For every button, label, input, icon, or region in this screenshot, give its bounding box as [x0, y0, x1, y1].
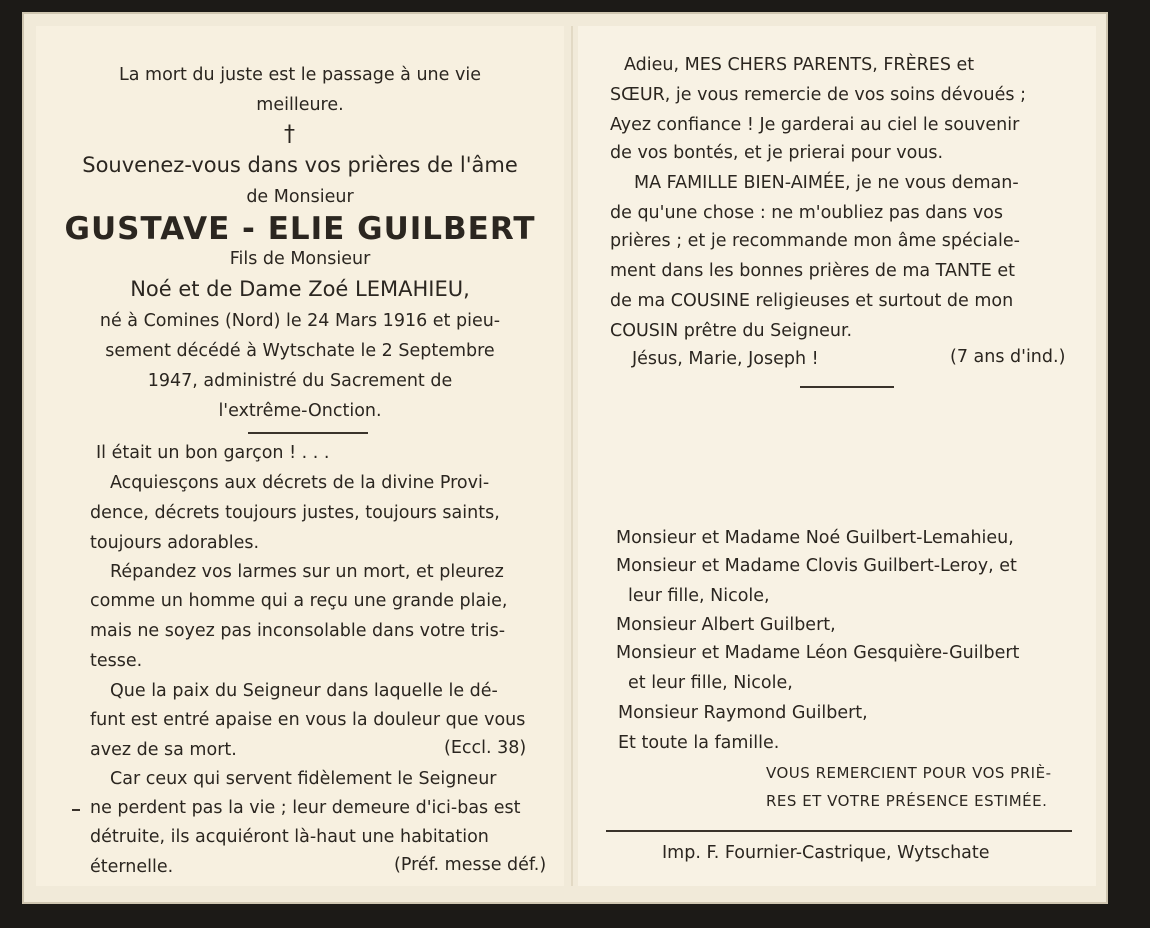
text-line: Que la paix du Seigneur dans laquelle le dé- — [110, 681, 498, 701]
family-line: Monsieur Albert Guilbert, — [616, 615, 836, 635]
family-line: Monsieur et Madame Clovis Guilbert-Leroy, et — [616, 556, 1017, 576]
title-line: de Monsieur — [246, 187, 354, 207]
citation: (Eccl. 38) — [444, 738, 527, 758]
citation: (Préf. messe déf.) — [394, 855, 547, 875]
indulgence: (7 ans d'ind.) — [950, 347, 1066, 367]
thanks-line: VOUS REMERCIENT POUR VOS PRIÈ- — [766, 764, 1052, 782]
divider — [606, 830, 1072, 832]
text-line: toujours adorables. — [90, 533, 260, 553]
birth-line: né à Comines (Nord) le 24 Mars 1916 et pieu- — [99, 311, 501, 331]
divider — [248, 432, 368, 434]
left-page — [36, 26, 564, 886]
text-line: de ma COUSINE religieuses et surtout de mon — [610, 291, 1014, 311]
text-line: de vos bontés, et je prierai pour vous. — [610, 143, 944, 163]
parent-line: Fils de Monsieur — [229, 249, 371, 269]
card-fold — [571, 26, 573, 886]
right-page — [578, 26, 1096, 886]
family-line: Et toute la famille. — [618, 733, 780, 753]
text-line: comme un homme qui a reçu une grande plaie, — [90, 591, 508, 611]
text-line: Acquiesçons aux décrets de la divine Provi- — [110, 473, 490, 493]
parents-names: Noé et de Dame Zoé LEMAHIEU, — [130, 277, 470, 301]
divider — [800, 386, 894, 388]
text-line: MA FAMILLE BIEN-AIMÉE, je ne vous deman- — [634, 173, 1019, 193]
text-line: funt est entré apaise en vous la douleur que vous — [90, 710, 526, 730]
text-line: détruite, ils acquiéront là-haut une habitation — [90, 827, 489, 847]
text-line: Il était un bon garçon ! . . . — [96, 443, 330, 463]
death-line: sement décédé à Wytschate le 2 Septembre — [105, 341, 495, 361]
thanks-line: RES ET VOTRE PRÉSENCE ESTIMÉE. — [766, 792, 1048, 810]
sacrament-line: l'extrême-Onction. — [218, 401, 382, 421]
epigraph-line: meilleure. — [256, 95, 344, 115]
text-line: ne perdent pas la vie ; leur demeure d'ici-bas est — [90, 798, 521, 818]
family-line: leur fille, Nicole, — [628, 586, 770, 606]
remembrance-heading: Souvenez-vous dans vos prières de l'âme — [82, 153, 518, 177]
text-line: Répandez vos larmes sur un mort, et pleurez — [110, 562, 504, 582]
sacrament-line: 1947, administré du Sacrement de — [147, 371, 453, 391]
family-line: Monsieur Raymond Guilbert, — [618, 703, 868, 723]
text-line: ment dans les bonnes prières de ma TANTE et — [610, 261, 1015, 281]
text-line: avez de sa mort. — [90, 740, 237, 760]
deceased-name: GUSTAVE - ELIE GUILBERT — [64, 211, 536, 247]
text-line: COUSIN prêtre du Seigneur. — [610, 321, 853, 341]
family-line: Monsieur et Madame Léon Gesquière-Guilbert — [616, 643, 1020, 663]
text-line: de qu'une chose : ne m'oubliez pas dans vos — [610, 203, 1004, 223]
text-line: Ayez confiance ! Je garderai au ciel le souvenir — [610, 115, 1020, 135]
memorial-card — [22, 12, 1108, 904]
text-line: dence, décrets toujours justes, toujours saints, — [90, 503, 500, 523]
text-line: Adieu, MES CHERS PARENTS, FRÈRES et — [624, 55, 975, 75]
family-line: et leur fille, Nicole, — [628, 673, 793, 693]
text-line: éternelle. — [90, 857, 174, 877]
prayer: Jésus, Marie, Joseph ! — [632, 349, 819, 369]
text-line: SŒUR, je vous remercie de vos soins dévoués ; — [610, 85, 1026, 105]
cross-icon: † — [284, 122, 295, 147]
text-line: prières ; et je recommande mon âme spéciale- — [610, 231, 1020, 251]
epigraph-line: La mort du juste est le passage à une vie — [119, 65, 481, 85]
text-line: Car ceux qui servent fidèlement le Seigneur — [110, 769, 497, 789]
family-line: Monsieur et Madame Noé Guilbert-Lemahieu, — [616, 528, 1014, 548]
margin-mark — [72, 809, 80, 811]
text-line: tesse. — [90, 651, 143, 671]
text-line: mais ne soyez pas inconsolable dans votre tris- — [90, 621, 506, 641]
printer-credit: Imp. F. Fournier-Castrique, Wytschate — [662, 843, 990, 863]
